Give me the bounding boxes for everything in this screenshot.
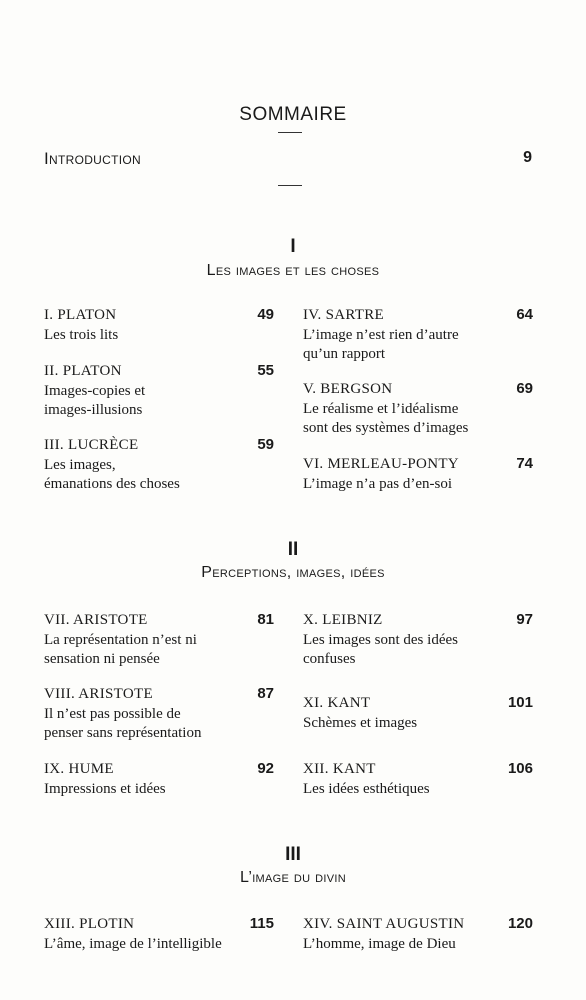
entry-name: III. LUCRÈCE	[44, 437, 139, 453]
toc-entry	[303, 455, 533, 494]
introduction-divider	[278, 185, 302, 186]
entry-name: VIII. ARISTOTE	[44, 686, 153, 702]
entry-description: Images-copies et	[44, 383, 146, 399]
part-numeral: II	[287, 539, 299, 560]
entry-page-number: 101	[507, 694, 533, 711]
part-numeral: I	[290, 236, 296, 257]
entry-name: I. PLATON	[44, 307, 117, 323]
entry-description: sensation ni pensée	[44, 651, 160, 667]
entry-description: Impressions et idées	[44, 781, 166, 797]
entry-name: IX. HUME	[44, 761, 114, 777]
toc-entry	[44, 362, 274, 420]
entry-name: XIV. SAINT AUGUSTIN	[303, 916, 465, 932]
introduction-label: Introduction	[44, 149, 141, 168]
entry-description: Le réalisme et l’idéalisme	[303, 401, 459, 417]
entry-description: penser sans représentation	[44, 725, 202, 741]
part-title: L’image du divin	[240, 869, 346, 886]
entry-page-number: 64	[516, 306, 533, 323]
toc-entry	[44, 306, 274, 345]
toc-entry	[303, 915, 533, 954]
entry-description: La représentation n’est ni	[44, 632, 197, 648]
entry-page-number: 55	[257, 362, 274, 379]
entry-page-number: 115	[249, 915, 274, 932]
entry-page-number: 87	[257, 685, 274, 702]
entry-page-number: 106	[507, 760, 533, 777]
entry-description: L’âme, image de l’intelligible	[44, 936, 222, 952]
toc-entry	[303, 611, 533, 669]
entry-page-number: 69	[516, 380, 533, 397]
entry-name: X. LEIBNIZ	[303, 612, 383, 628]
entry-description: Les trois lits	[44, 327, 119, 343]
entry-description: Les idées esthétiques	[303, 781, 430, 797]
part-numeral: III	[285, 844, 301, 865]
entry-description: L’homme, image de Dieu	[303, 936, 456, 952]
entry-description: qu’un rapport	[303, 346, 386, 362]
entry-description: L’image n’a pas d’en-soi	[303, 476, 452, 492]
entry-description: L’image n’est rien d’autre	[303, 327, 459, 343]
entry-description: images-illusions	[44, 402, 143, 418]
entry-name: XIII. PLOTIN	[44, 916, 135, 932]
entry-name: VI. MERLEAU-PONTY	[303, 456, 459, 472]
toc-entry	[44, 760, 274, 799]
part-title: Les images et les choses	[206, 262, 380, 279]
entry-description: confuses	[303, 651, 356, 667]
toc-entry	[44, 915, 274, 954]
entry-description: Schèmes et images	[303, 715, 418, 731]
entry-name: V. BERGSON	[303, 381, 393, 397]
part-title: Perceptions, images, idées	[201, 564, 385, 581]
entry-page-number: 120	[507, 915, 533, 932]
toc-entry	[44, 436, 274, 494]
toc-entry	[303, 306, 533, 364]
entry-page-number: 92	[257, 760, 274, 777]
entry-page-number: 81	[257, 611, 274, 628]
title-divider	[278, 132, 302, 133]
entry-description: Les images,	[44, 457, 116, 473]
entry-description: sont des systèmes d’images	[303, 420, 469, 436]
entry-name: IV. SARTRE	[303, 307, 385, 323]
entry-page-number: 59	[257, 436, 274, 453]
entry-page-number: 97	[516, 611, 533, 628]
entry-name: XII. KANT	[303, 761, 376, 777]
entry-name: VII. ARISTOTE	[44, 612, 148, 628]
introduction-page-number: 9	[523, 149, 532, 166]
page-title: SOMMAIRE	[239, 104, 347, 125]
toc-entry	[303, 380, 533, 438]
entry-description: Les images sont des idées	[303, 632, 458, 648]
toc-entry	[303, 694, 533, 733]
toc-entry	[303, 760, 533, 799]
entry-page-number: 49	[257, 306, 274, 323]
entry-name: XI. KANT	[303, 695, 371, 711]
toc-entry	[44, 685, 274, 743]
entry-description: émanations des choses	[44, 476, 180, 492]
toc-entry	[44, 611, 274, 669]
entry-page-number: 74	[516, 455, 533, 472]
entry-description: Il n’est pas possible de	[44, 706, 181, 722]
entry-name: II. PLATON	[44, 363, 122, 379]
